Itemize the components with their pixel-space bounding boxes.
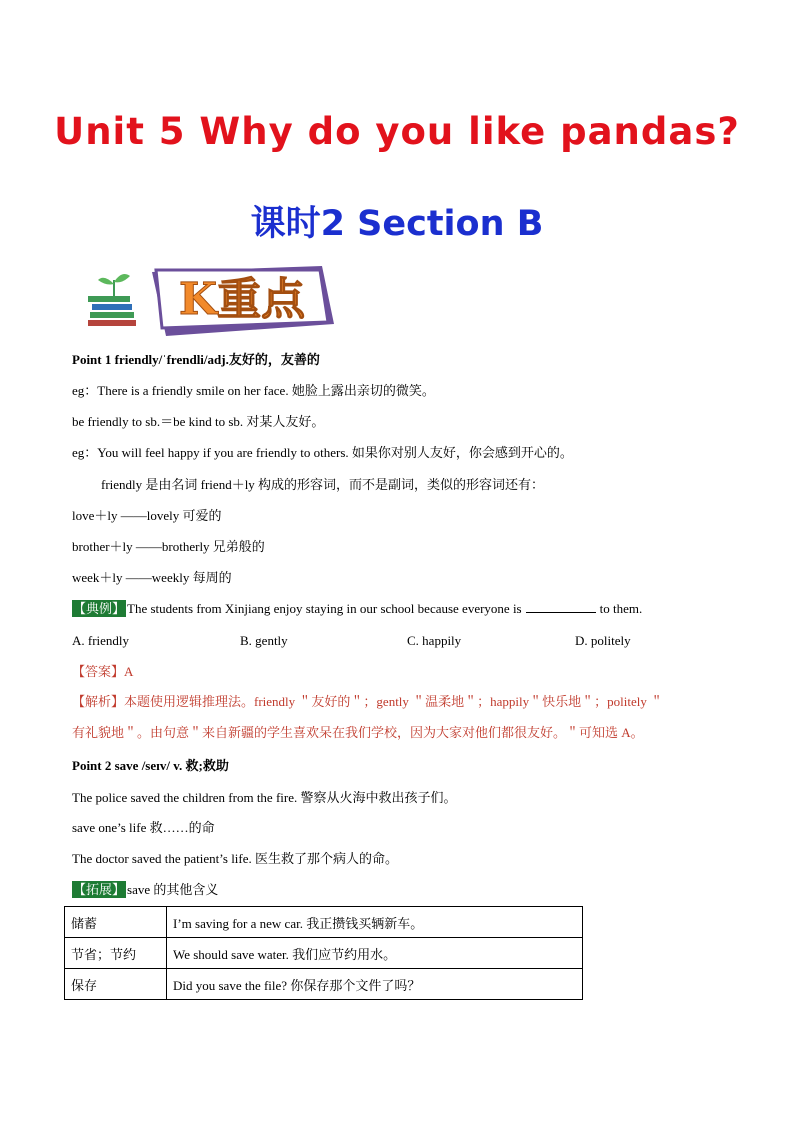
question-text: The students from Xinjiang enjoy staying in our school because everyone is bbox=[127, 601, 522, 616]
point2-line1: The police saved the children from the fire. 警察从火海中救出孩子们。 bbox=[72, 790, 457, 805]
point1-example2: eg：You will feel happy if you are friendly to others. 如果你对别人友好，你会感到开心的。 bbox=[72, 445, 573, 460]
table-cell-meaning: 节省；节约 bbox=[65, 938, 167, 969]
analysis-tag: 【解析】 bbox=[72, 694, 125, 709]
question-text-end: to them. bbox=[599, 601, 643, 616]
answer-line bbox=[72, 662, 133, 682]
extend-line bbox=[72, 880, 218, 900]
section-title: 课时2 Section B bbox=[250, 204, 544, 244]
key-points-label: K重点 bbox=[178, 274, 306, 325]
save-meanings-table bbox=[64, 906, 583, 1000]
point2-heading: Point 2 save /seɪv/ v. 救;救助 bbox=[72, 758, 229, 773]
analysis-line2: 有礼貌地＂。由句意＂来自新疆的学生喜欢呆在我们学校，因为大家对他们都很友好。＂可知选 A。 bbox=[72, 725, 644, 740]
point2-line2: save one’s life 救……的命 bbox=[72, 820, 215, 835]
word-weekly: week＋ly ——weekly 每周的 bbox=[72, 570, 232, 585]
table-cell-meaning: 储蓄 bbox=[65, 907, 167, 938]
point1-example1: eg：There is a friendly smile on her face. 她脸上露出亲切的微笑。 bbox=[72, 383, 435, 398]
option-c: C. happily bbox=[407, 633, 462, 648]
analysis-line1 bbox=[72, 692, 663, 712]
table-cell-meaning: 保存 bbox=[65, 969, 167, 1000]
table-cell-example: Did you save the file? 你保存那个文件了吗？ bbox=[167, 969, 583, 1000]
answer-tag: 【答案】 bbox=[72, 664, 125, 679]
answer-blank bbox=[526, 600, 596, 613]
table-cell-example: I’m saving for a new car. 我正攒钱买辆新车。 bbox=[167, 907, 583, 938]
table-row bbox=[65, 938, 583, 969]
books-plant-icon bbox=[88, 274, 136, 326]
point1-phrase: be friendly to sb.＝be kind to sb. 对某人友好。 bbox=[72, 414, 325, 429]
word-brotherly: brother＋ly ——brotherly 兄弟般的 bbox=[72, 539, 265, 554]
table-cell-example: We should save water. 我们应节约用水。 bbox=[167, 938, 583, 969]
option-d: D. politely bbox=[575, 633, 631, 648]
extend-text: save 的其他含义 bbox=[127, 882, 219, 897]
option-a: A. friendly bbox=[72, 633, 130, 648]
analysis-text1: 本题使用逻辑推理法。friendly ＂友好的＂；gently ＂温柔地＂；happily＂快乐地＂；politely ＂ bbox=[124, 694, 664, 709]
example-tag: 【典例】 bbox=[73, 601, 126, 616]
example-question bbox=[72, 599, 642, 619]
unit-title: Unit 5 Why do you like pandas? bbox=[54, 110, 740, 153]
table-row bbox=[65, 907, 583, 938]
answer-value: A bbox=[124, 664, 134, 679]
point2-line3: The doctor saved the patient’s life. 医生救了那个病人的命。 bbox=[72, 851, 399, 866]
option-b: B. gently bbox=[240, 633, 288, 648]
table-row bbox=[65, 969, 583, 1000]
point1-note: friendly 是由名词 friend＋ly 构成的形容词，而不是副词，类似的形容词还有： bbox=[101, 477, 545, 492]
word-lovely: love＋ly ——lovely 可爱的 bbox=[72, 508, 222, 523]
extend-tag: 【拓展】 bbox=[73, 882, 126, 897]
key-points-banner bbox=[82, 262, 342, 340]
point1-heading: Point 1 friendly/ˈfrendli/adj.友好的，友善的 bbox=[72, 352, 320, 367]
